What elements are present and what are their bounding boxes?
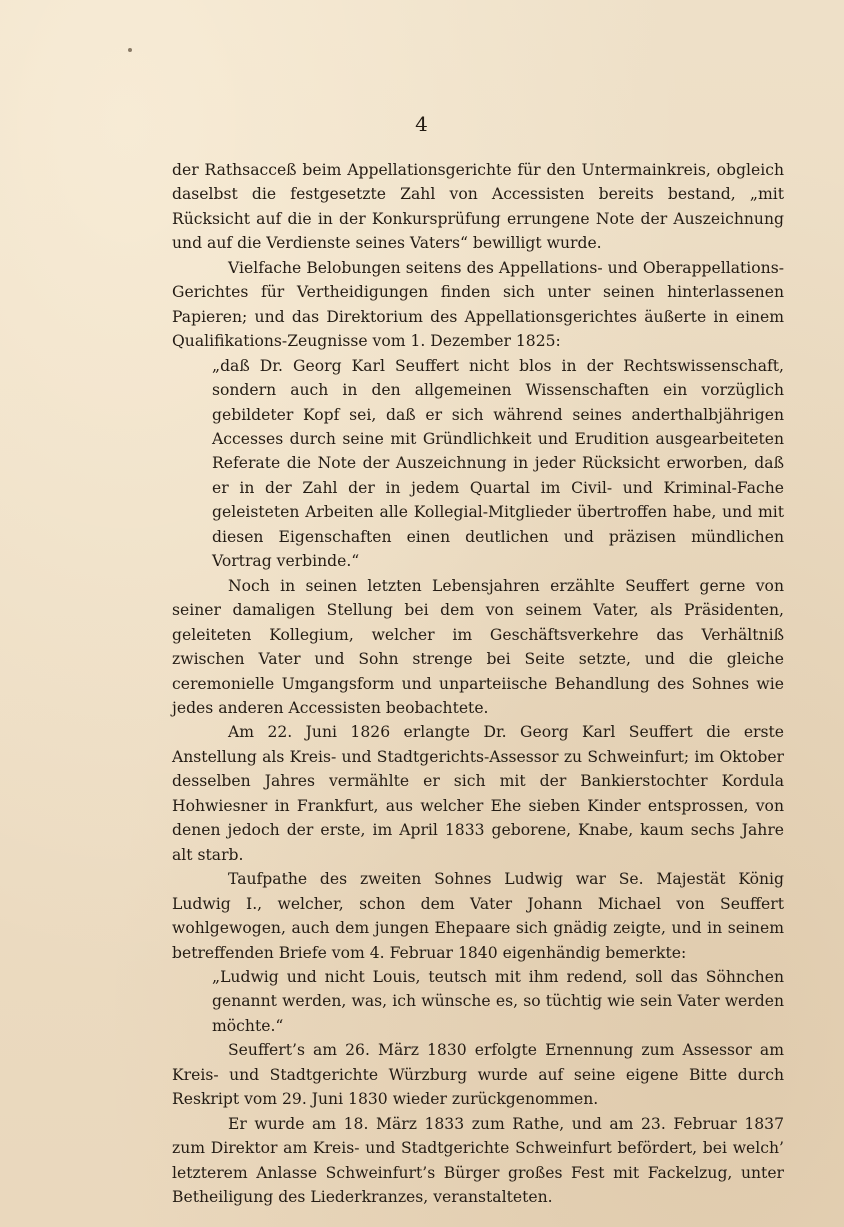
paragraph-befoerderung: Er wurde am 18. März 1833 zum Rathe, und am 23. Februar 1837 zum Direktor am Kreis- und Stadtgerichte Schweinfurt befördert, bei welch’ letzterem Anlasse Schweinfurt’s Bürger großes Fest mit Fackelzug, unter Betheiligung des Liederkranzes, veranstalteten. — [172, 1114, 784, 1207]
paragraph-taufpathe: Taufpathe des zweiten Sohnes Ludwig war Se. Majestät König Ludwig I., welcher, schon dem Vater Johann Michael von Seuffert wohlgewogen, auch dem jungen Ehepaare sich gnädig zeigte, und in seinem betreffenden Briefe vom 4. Februar 1840 eigenhändig bemerkte: — [172, 870, 784, 962]
paragraph-ernennung: Seuffert’s am 26. März 1830 erfolgte Ernennung zum Assessor am Kreis- und Stadtgerichte Würzburg wurde auf seine eigene Bitte durch Reskript vom 29. Juni 1830 wieder zurückgenommen. — [172, 1041, 784, 1109]
paragraph-belobungen: Vielfache Belobungen seitens des Appellations- und Oberappellations-Gerichtes für Vertheidigungen finden sich unter seinen hinterlassenen Papieren; und das Direktorium des Appellationsgerichtes äußerte in einem Qualifikations-Zeugnisse vom 1. Dezember 1825: — [172, 258, 784, 351]
page-number: 4 — [415, 112, 429, 136]
quote-qualifikation: „daß Dr. Georg Karl Seuffert nicht blos in der Rechtswissenschaft, sondern auch in den allgemeinen Wissenschaften ein vorzüglich gebildeter Kopf sei, daß er sich während seines anderthalbjährigen Accesses durch seine mit Gründlichkeit und Erudition ausgearbeiteten Referate die Note der Auszeichnung in jeder Rücksicht erworben, daß er in der Zahl der in jedem Quartal im Civil- und Kriminal-Fache geleisteten Arbeiten alle Kollegial-Mitglieder übertroffen habe, und mit diesen Eigenschaften einen deutlichen und präzisen mündlichen Vortrag verbinde.“ — [212, 356, 784, 571]
quote-koenig: „Ludwig und nicht Louis, teutsch mit ihm redend, soll das Söhnchen genannt werden, was, ich wünsche es, so tüchtig wie sein Vater werden möchte.“ — [212, 967, 784, 1035]
body-text — [172, 158, 784, 1209]
paragraph-continuation: der Rathsacceß beim Appellationsgerichte für den Untermainkreis, obgleich daselbst die festgesetzte Zahl von Accessisten bereits bestand, „mit Rücksicht auf die in der Konkursprüfung errungene Note der Auszeichnung und auf die Verdienste seines Vaters“ bewilligt wurde. — [172, 161, 784, 253]
paragraph-lebensjahre: Noch in seinen letzten Lebensjahren erzählte Seuffert gerne von seiner damaligen Stellung bei dem von seinem Vater, als Präsidenten, geleiteten Kollegium, welcher im Geschäftsverkehre das Verhältniß zwischen Vater und Sohn strenge bei Seite setzte, und die gleiche ceremonielle Umgangsform und unparteiische Behandlung des Sohnes wie jedes anderen Accessisten beobachtete. — [172, 576, 784, 717]
paragraph-anstellung: Am 22. Juni 1826 erlangte Dr. Georg Karl Seuffert die erste Anstellung als Kreis- und Stadtgerichts-Assessor zu Schweinfurt; im Oktober desselben Jahres vermählte er sich mit der Bankierstochter Kordula Hohwiesner in Frankfurt, aus welcher Ehe sieben Kinder entsprossen, von denen jedoch der erste, im April 1833 geborene, Knabe, kaum sechs Jahre alt starb. — [172, 723, 784, 864]
paper-speck — [128, 48, 132, 52]
